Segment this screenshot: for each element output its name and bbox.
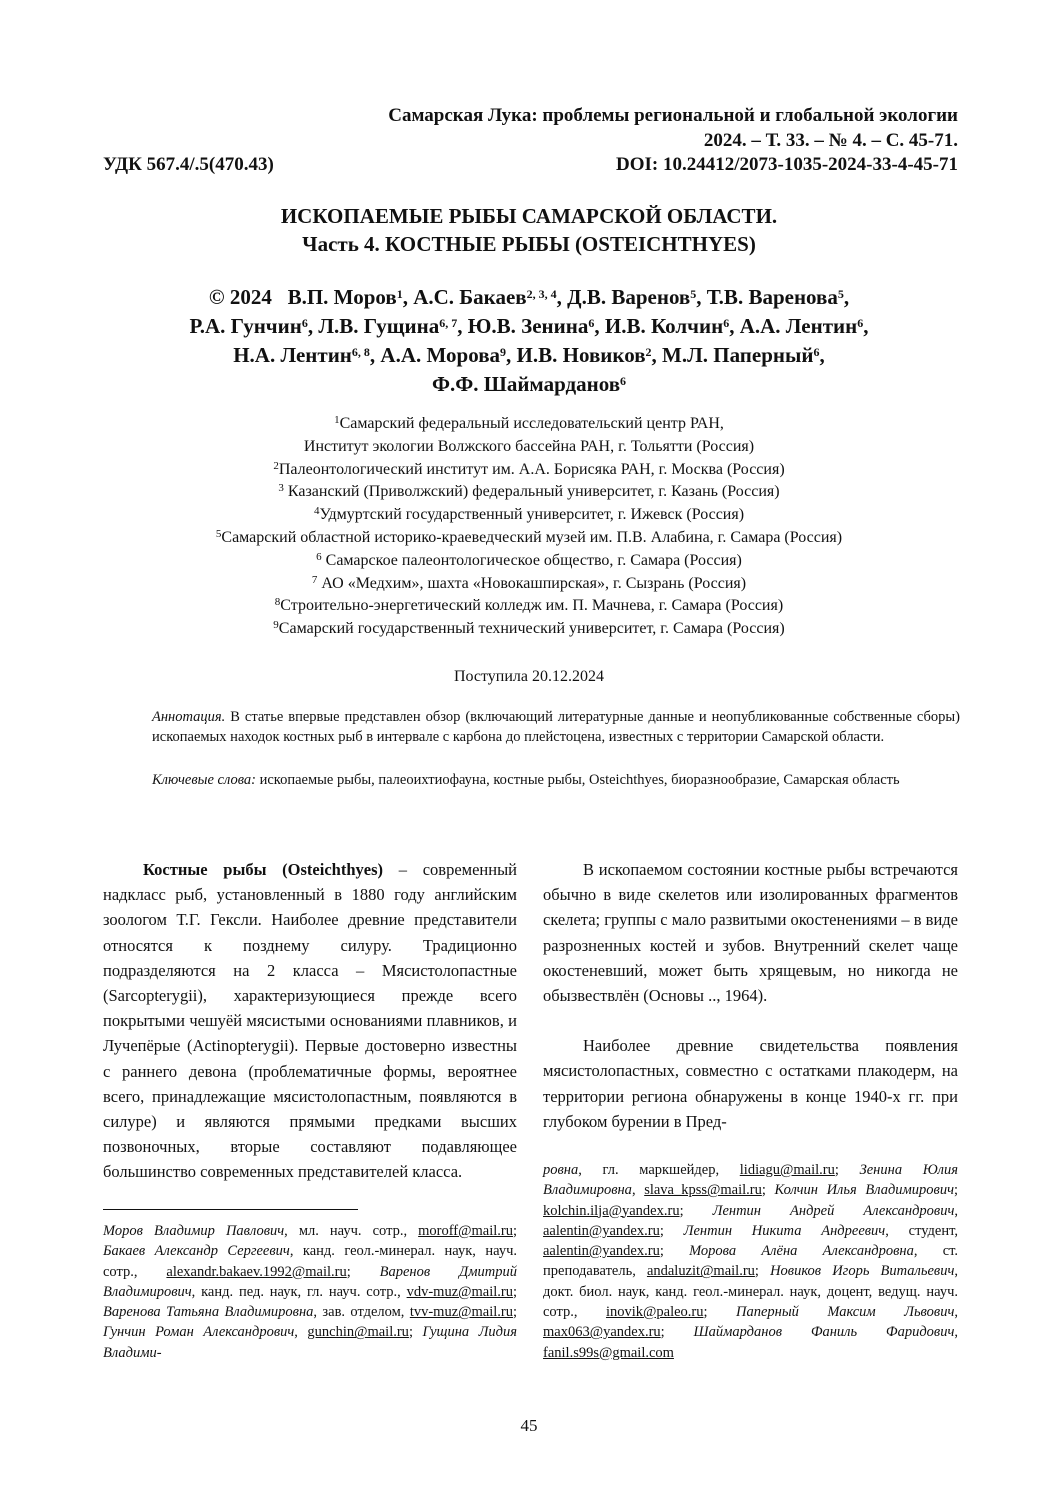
email-link[interactable]: aalentin@yandex.ru bbox=[543, 1243, 660, 1260]
affiliation-text: Строительно-энергетический колледж им. П. Мачнева, г. Самара (Россия) bbox=[280, 597, 784, 615]
affiliation-number: 3 bbox=[278, 482, 284, 495]
keywords-label: Ключевые слова: bbox=[152, 772, 256, 788]
abstract-text: В статье впервые представлен обзор (включающий литературные данные и неопубликованные собственные сборы) ископаемых находок костных рыб в интервале с карбона до плейстоцена, известных с территории Самарской области. bbox=[152, 709, 960, 745]
footnote-text: ; bbox=[659, 1243, 690, 1260]
author-affiliation-sup: 2, 3, 4 bbox=[526, 287, 557, 301]
affiliation-line bbox=[80, 573, 978, 596]
footnote-text: ; bbox=[954, 1182, 959, 1199]
body-right-paragraph-1: В ископаемом состоянии костные рыбы встречаются обычно в виде скелетов или изолированных фрагментов скелета; группы с мало развитыми окостенениями – в виде разрозненных костей и зубов. Внутренний скелет чаще окостеневший, может быть хрящевым, но никогда не обызвествлён (Основы .., 1964). bbox=[543, 860, 958, 1006]
footnote-text: , канд. пед. наук, гл. науч. сотр., bbox=[191, 1283, 407, 1300]
author-fullname: Моров Владимир Павлович bbox=[103, 1223, 285, 1239]
abstract bbox=[152, 707, 960, 747]
email-link[interactable]: slava_kpss@mail.ru bbox=[644, 1182, 762, 1199]
udk-code: УДК 567.4/.5(470.43) bbox=[103, 154, 274, 175]
affiliation-line bbox=[80, 527, 978, 550]
affiliation-line bbox=[80, 595, 978, 618]
author-affiliation-sup: 2 bbox=[645, 345, 652, 359]
author-name: А.С. Бакаев bbox=[413, 285, 527, 309]
author-name: Ф.Ф. Шаймарданов bbox=[431, 372, 621, 396]
author-affiliation-sup: 6 bbox=[813, 345, 820, 359]
affiliation-number: 1 bbox=[334, 414, 340, 426]
affiliation-text: АО «Медхим», шахта «Новокашпирская», г. Сызрань (Россия) bbox=[317, 574, 747, 592]
author-fullname: Лентин Андрей Александрович bbox=[712, 1202, 955, 1219]
email-link[interactable]: andaluzit@mail.ru bbox=[646, 1263, 755, 1280]
email-link[interactable]: aalentin@yandex.ru bbox=[543, 1222, 660, 1239]
email-link[interactable]: alexandr.bakaev.1992@mail.ru bbox=[166, 1263, 347, 1280]
paper-title-line2: Часть 4. КОСТНЫЕ РЫБЫ (OSTEICHTHYES) bbox=[302, 232, 756, 256]
affiliation-number: 4 bbox=[313, 505, 320, 518]
affiliation-number: 7 bbox=[311, 573, 318, 586]
author-fullname: ровна bbox=[543, 1162, 579, 1178]
author-list: © 2024 В.П. Моров$^1$, А.С. Бакаев$^{2, 3, 4}$, Д.В. Варенов$^5$, Т.В. Варенова$^5$, Р.А. Гунчин$^6$, Л.В. Гущина$^{6, 7}$, Ю.В. Зенина$^6$, И.В. Колчин$^6$, А.А. Лентин$^6$, Н.А. Лентин$^{6, 8}$, А.А. Морова$^9$, И.В. Новиков$^2$, М.Л. Паперный$^6$, Ф.Ф. Шаймарданов$^6$ bbox=[189, 285, 869, 396]
footnote-text: , гл. маркшейдер, bbox=[578, 1162, 740, 1178]
journal-citation: 2024. – Т. 33. – № 4. – С. 45-71. bbox=[703, 130, 958, 151]
footnote-text: ; bbox=[834, 1162, 860, 1178]
affiliation-line bbox=[80, 413, 978, 436]
email-link[interactable]: tvv-muz@mail.ru bbox=[409, 1304, 513, 1321]
footnote-text: , bbox=[294, 1324, 308, 1341]
affiliation-number: 5 bbox=[215, 527, 222, 540]
footnote-text: , докт. биол. наук, канд. геол.-минерал. наук, доцент, ведущ. науч. сотр., bbox=[543, 1263, 958, 1321]
affiliation-line bbox=[80, 459, 978, 482]
author-affiliation-sup: 6, 7 bbox=[439, 316, 458, 330]
email-link[interactable]: vdv-muz@mail.ru bbox=[406, 1283, 513, 1300]
author-affiliation-sup: 5 bbox=[690, 287, 697, 301]
author-fullname: Гущина Лидия Владими- bbox=[103, 1324, 517, 1361]
page-number: 45 bbox=[520, 1416, 538, 1435]
author-fullname: Морова Алёна Александровна bbox=[689, 1243, 914, 1260]
author-affiliation-sup: 5 bbox=[837, 287, 844, 301]
footnote-text: , канд. геол.-минерал. наук, науч. сотр., bbox=[103, 1243, 517, 1280]
affiliation-line bbox=[80, 550, 978, 573]
footnote-text: ; bbox=[512, 1283, 517, 1300]
affiliation-text: Казанский (Приволжский) федеральный университет, г. Казань (Россия) bbox=[283, 483, 780, 501]
author-name: И.В. Новиков bbox=[516, 343, 646, 367]
body-left-column bbox=[103, 857, 517, 1185]
affiliation-text: Самарский областной историко-краеведческий музей им. П.В. Алабина, г. Самара (Россия) bbox=[221, 528, 843, 546]
email-link[interactable]: fanil.s99s@gmail.com bbox=[543, 1344, 674, 1361]
footnote-text: , зав. отделом, bbox=[313, 1304, 410, 1321]
keywords bbox=[152, 770, 960, 790]
author-name: Л.В. Гущина bbox=[318, 314, 440, 338]
email-link[interactable]: moroff@mail.ru bbox=[418, 1223, 513, 1239]
paper-title-line1: ИСКОПАЕМЫЕ РЫБЫ САМАРСКОЙ ОБЛАСТИ. bbox=[280, 204, 778, 228]
footnote-text: ; bbox=[754, 1263, 771, 1280]
affiliation-number: 9 bbox=[273, 619, 279, 632]
received-date: Поступила 20.12.2024 bbox=[453, 668, 605, 685]
body-right-column bbox=[543, 857, 958, 1134]
footnote-text: , ст. преподаватель, bbox=[543, 1243, 959, 1280]
footnote-text: , bbox=[954, 1202, 958, 1219]
author-name: А.А. Морова bbox=[380, 343, 501, 367]
author-name: Ю.В. Зенина bbox=[467, 314, 589, 338]
author-name: Р.А. Гунчин bbox=[189, 314, 302, 338]
keywords-text: ископаемые рыбы, палеоихтиофауна, костные рыбы, Osteichthyes, биоразнообразие, Самарская область bbox=[255, 772, 900, 788]
email-link[interactable]: gunchin@mail.ru bbox=[307, 1324, 409, 1341]
author-fullname: Гунчин Роман Александрович bbox=[103, 1324, 295, 1341]
author-fullname: Новиков Игорь Витальевич bbox=[770, 1263, 955, 1280]
body-left-text: – современный надкласс рыб, установленный в 1880 году английским зоологом Т.Г. Гексли. Наиболее древние представители относятся к позднему силуру. Традиционно подразделяются на 2 класса – Мясистолопастные (Sarcopterygii), характеризующиеся прежде всего покрытыми чешуёй мясистыми основаниями плавников, и Лучепёрые (Actinopterygii). Первые достоверно известны с раннего девона (проблематичные формы, вероятнее всего, принадлежащие мясистолопастным, появляются в силуре) и являются прямыми предками высших позвоночных, вторые составляют подавляющее большинство современных представителей класса. bbox=[103, 860, 517, 1182]
affiliation-number: 8 bbox=[274, 596, 281, 609]
footnote-text: ; bbox=[408, 1324, 423, 1341]
author-name: В.П. Моров bbox=[287, 285, 397, 309]
author-fullname: Колчин Илья Владимирович bbox=[774, 1182, 954, 1199]
footnote-text: ; bbox=[512, 1223, 517, 1239]
email-link[interactable]: inovik@paleo.ru bbox=[605, 1304, 704, 1321]
affiliation-text: Самарское палеонтологическое общество, г. Самара (Россия) bbox=[321, 551, 742, 569]
author-affiliation-sup: 6 bbox=[588, 316, 595, 330]
author-name: Т.В. Варенова bbox=[706, 285, 838, 309]
body-right-paragraph-2: Наиболее древние свидетельства появления мясистолопастных, совместно с остатками плакодерм, на территории региона обнаружены в конце 1940-х гг. при глубоком бурении в Пред- bbox=[543, 1036, 958, 1131]
footnote-text: ; bbox=[512, 1304, 517, 1321]
email-link[interactable]: kolchin.ilja@yandex.ru bbox=[543, 1202, 680, 1219]
footnote-text: , мл. науч. сотр., bbox=[284, 1223, 419, 1239]
author-affiliation-sup: 6 bbox=[723, 316, 730, 330]
author-name: И.В. Колчин bbox=[604, 314, 724, 338]
affiliation-line bbox=[80, 504, 978, 527]
footnote-text: ; bbox=[703, 1304, 736, 1321]
copyright-notice: © 2024 bbox=[208, 285, 272, 309]
author-affiliation-sup: 6 bbox=[301, 316, 308, 330]
footnote-text: , bbox=[631, 1182, 645, 1199]
email-link[interactable]: max063@yandex.ru bbox=[543, 1324, 661, 1341]
affiliation-text: Институт экологии Волжского бассейна РАН, г. Тольятти (Россия) bbox=[303, 437, 755, 455]
author-fullname: Лентин Никита Андреевич bbox=[683, 1222, 886, 1239]
journal-title: Самарская Лука: проблемы региональной и глобальной экологии bbox=[388, 105, 958, 126]
footnote-text: , bbox=[954, 1304, 959, 1321]
affiliation-line bbox=[80, 436, 978, 459]
abstract-label: Аннотация. bbox=[152, 709, 226, 725]
author-name: А.А. Лентин bbox=[739, 314, 858, 338]
author-name: М.Л. Паперный bbox=[662, 343, 814, 367]
footnote-text: ; bbox=[346, 1263, 380, 1280]
author-fullname: Паперный Максим Львович bbox=[736, 1304, 955, 1321]
author-affiliation-sup: 6, 8 bbox=[351, 345, 370, 359]
author-fullname: Шаймарданов Фаниль Фаридович bbox=[693, 1324, 955, 1341]
footnote-text: ; bbox=[659, 1222, 684, 1239]
footnote-text: ; bbox=[761, 1182, 775, 1199]
author-footnote-right bbox=[543, 1160, 958, 1363]
author-fullname: Варенов Дмитрий Владимирович bbox=[103, 1263, 518, 1300]
author-affiliation-sup: 6 bbox=[620, 374, 627, 388]
affiliation-line bbox=[80, 481, 978, 504]
footnote-rule-left bbox=[103, 1209, 358, 1210]
doi: DOI: 10.24412/2073-1035-2024-33-4-45-71 bbox=[616, 154, 958, 175]
footnote-text: , студент, bbox=[885, 1222, 958, 1239]
affiliation-number: 6 bbox=[316, 550, 322, 563]
author-fullname: Варенова Татьяна Владимировна bbox=[103, 1304, 314, 1321]
author-footnote-left bbox=[103, 1221, 517, 1363]
affiliation-text: Палеонтологический институт им. А.А. Борисяка РАН, г. Москва (Россия) bbox=[278, 460, 785, 478]
footnote-text: ; bbox=[679, 1202, 713, 1219]
footnote-text: ; bbox=[660, 1324, 694, 1341]
author-affiliation-sup: 6 bbox=[857, 316, 864, 330]
author-affiliation-sup: 1 bbox=[396, 287, 403, 301]
footnote-text: , bbox=[954, 1324, 958, 1341]
author-name: Н.А. Лентин bbox=[233, 343, 352, 367]
section-term: Костные рыбы (Osteichthyes) bbox=[143, 860, 383, 879]
affiliation-text: Самарский государственный технический университет, г. Самара (Россия) bbox=[278, 620, 785, 638]
author-name: Д.В. Варенов bbox=[567, 285, 691, 309]
email-link[interactable]: lidiagu@mail.ru bbox=[739, 1162, 835, 1178]
affiliation-number: 2 bbox=[273, 459, 279, 472]
affiliation-text: Самарский федеральный исследовательский центр РАН, bbox=[339, 415, 724, 432]
affiliation-text: Удмуртский государственный университет, г. Ижевск (Россия) bbox=[319, 506, 745, 524]
affiliation-list bbox=[80, 413, 978, 641]
affiliation-line bbox=[80, 618, 978, 641]
author-fullname: Зенина Юлия Владимировна bbox=[543, 1162, 958, 1199]
author-affiliation-sup: 9 bbox=[500, 345, 507, 359]
author-fullname: Бакаев Александр Сергеевич bbox=[103, 1243, 290, 1260]
